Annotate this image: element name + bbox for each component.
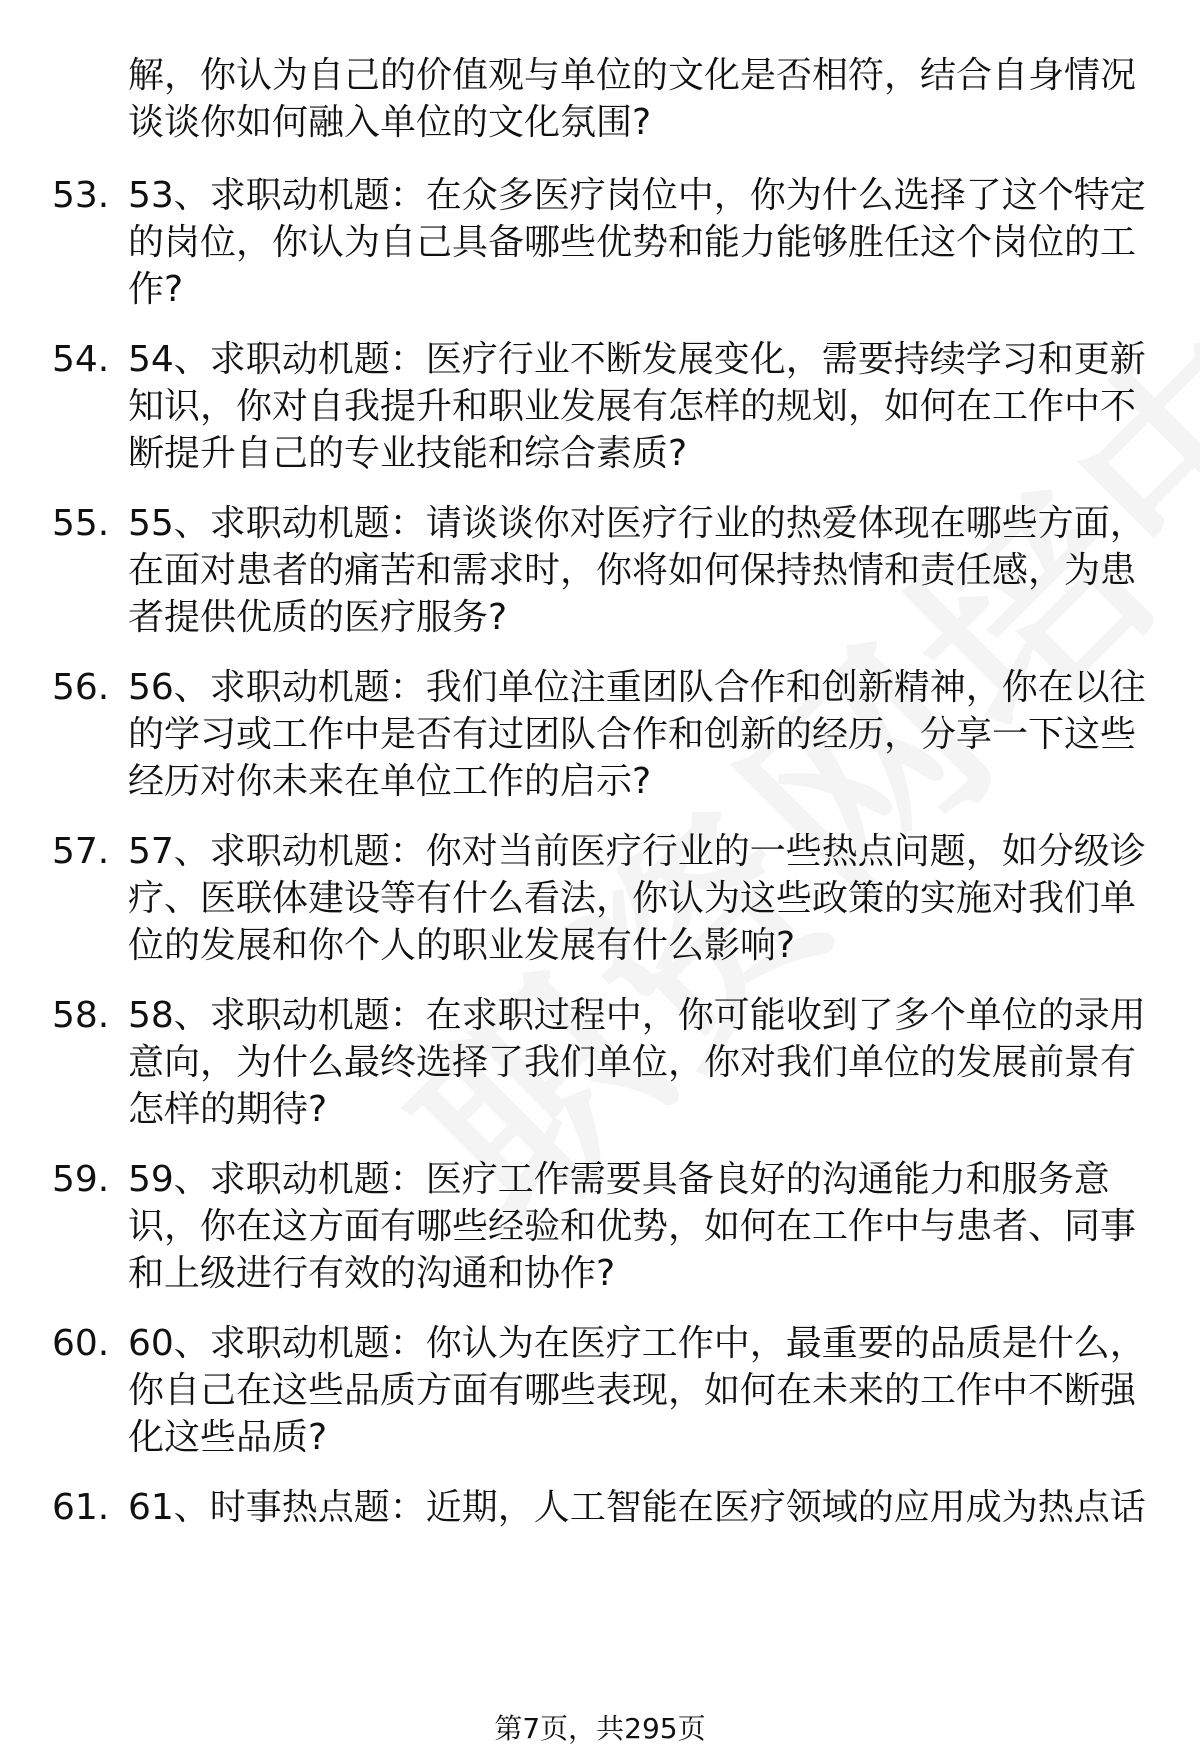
list-number: 61. [52,1487,110,1528]
list-number: 57. [52,831,110,872]
question-text: 58、求职动机题：在求职过程中，你可能收到了多个单位的录用意向，为什么最终选择了我们单位，你对我们单位的发展前景有怎样的期待? [128,995,1146,1130]
question-text: 57、求职动机题：你对当前医疗行业的一些热点问题，如分级诊疗、医联体建设等有什么看法，你认为这些政策的实施对我们单位的发展和你个人的职业发展有什么影响? [128,831,1146,966]
list-number: 58. [52,995,110,1036]
question-text: 56、求职动机题：我们单位注重团队合作和创新精神，你在以往的学习或工作中是否有过团队合作和创新的经历，分享一下这些经历对你未来在单位工作的启示? [128,667,1146,802]
list-number: 54. [52,339,110,380]
question-text: 54、求职动机题：医疗行业不断发展变化，需要持续学习和更新知识，你对自我提升和职业发展有怎样的规划，如何在工作中不断提升自己的专业技能和综合素质? [128,339,1146,474]
list-number: 59. [52,1159,110,1200]
question-text: 59、求职动机题：医疗工作需要具备良好的沟通能力和服务意识，你在这方面有哪些经验和优势，如何在工作中与患者、同事和上级进行有效的沟通和协作? [128,1159,1137,1294]
question-text: 53、求职动机题：在众多医疗岗位中，你为什么选择了这个特定的岗位，你认为自己具备哪些优势和能力能够胜任这个岗位的工作? [128,175,1146,310]
list-number: 60. [52,1323,110,1364]
question-text: 55、求职动机题：请谈谈你对医疗行业的热爱体现在哪些方面，在面对患者的痛苦和需求时，你将如何保持热情和责任感，为患者提供优质的医疗服务? [128,503,1146,638]
list-number: 55. [52,503,110,544]
continued-question-text: 解，你认为自己的价值观与单位的文化是否相符，结合自身情况谈谈你如何融入单位的文化氛围? [128,55,1137,143]
question-text: 61、时事热点题：近期，人工智能在医疗领域的应用成为热点话 [128,1487,1146,1528]
list-number: 53. [52,175,110,216]
list-number: 56. [52,667,110,708]
page-footer: 第7页，共295页 [494,1712,706,1745]
question-text: 60、求职动机题：你认为在医疗工作中，最重要的品质是什么，你自己在这些品质方面有哪些表现，如何在未来的工作中不断强化这些品质? [128,1323,1146,1458]
